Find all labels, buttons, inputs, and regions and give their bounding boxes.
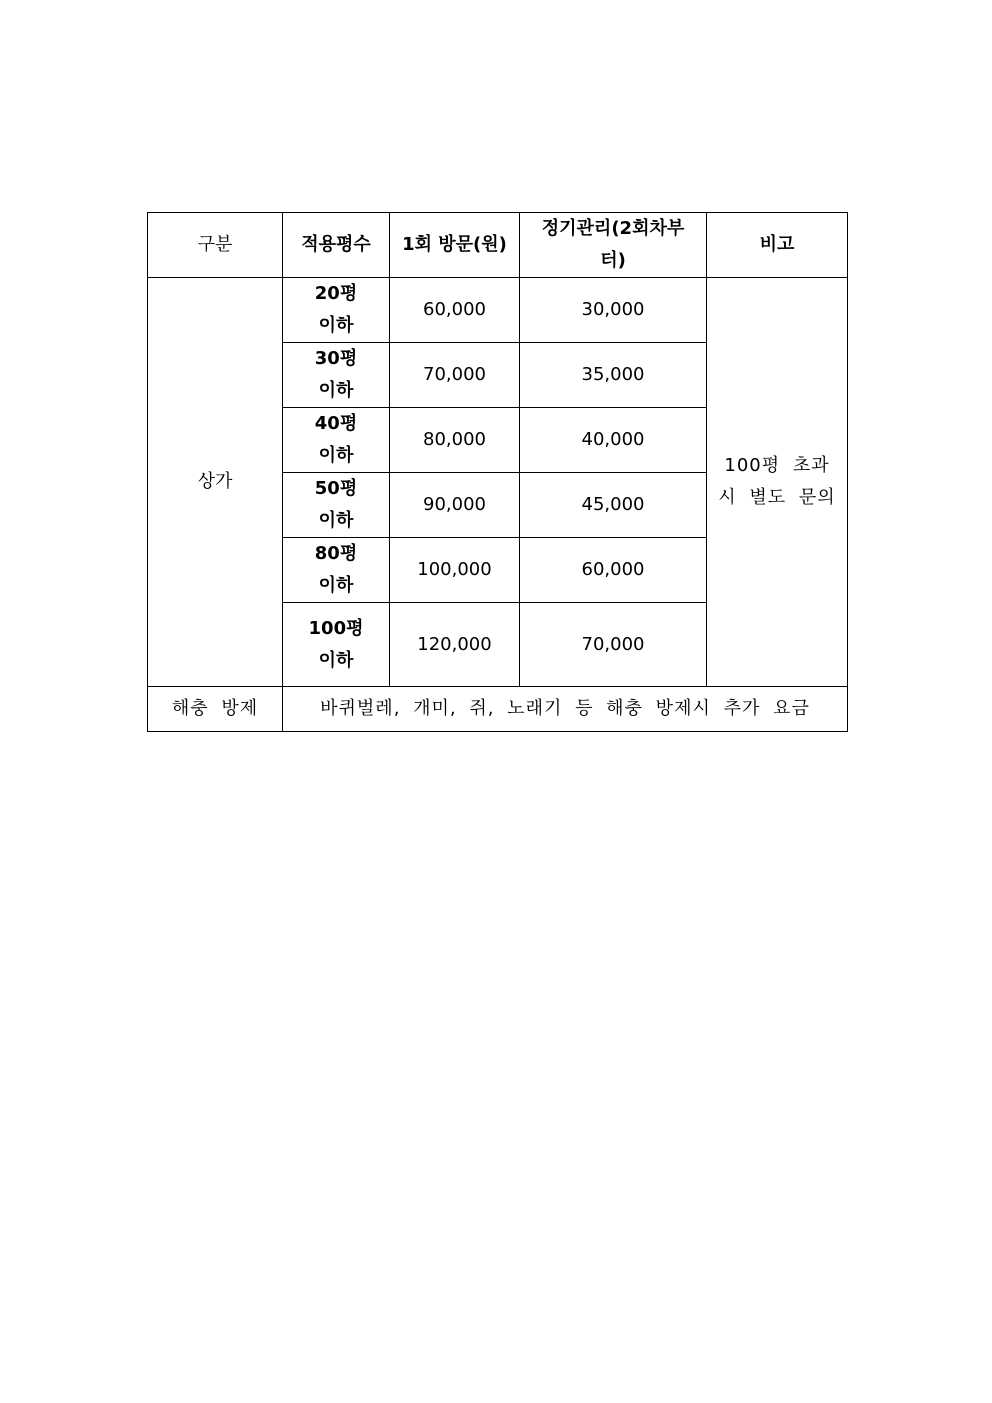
area-line2: 이하 bbox=[318, 575, 354, 596]
area-line2: 이하 bbox=[318, 315, 354, 336]
header-regular-line1: 정기관리(2회차부 bbox=[541, 218, 685, 239]
area-line1: 80평 bbox=[314, 543, 358, 564]
regular-price: 35,000 bbox=[520, 343, 707, 408]
regular-price: 45,000 bbox=[520, 473, 707, 538]
pest-control-text: 바퀴벌레, 개미, 쥐, 노래기 등 해충 방제시 추가 요금 bbox=[283, 687, 848, 732]
regular-price: 60,000 bbox=[520, 538, 707, 603]
table-row bbox=[148, 278, 848, 343]
header-note: 비고 bbox=[707, 213, 848, 278]
note-cell bbox=[707, 278, 848, 687]
pest-control-row bbox=[148, 687, 848, 732]
header-single-visit: 1회 방문(원) bbox=[390, 213, 520, 278]
regular-price: 30,000 bbox=[520, 278, 707, 343]
area-cell bbox=[283, 538, 390, 603]
area-cell bbox=[283, 603, 390, 687]
area-cell bbox=[283, 343, 390, 408]
area-cell bbox=[283, 473, 390, 538]
note-line2: 시 별도 문의 bbox=[718, 487, 836, 508]
header-category: 구분 bbox=[148, 213, 283, 278]
pest-control-label: 해충 방제 bbox=[148, 687, 283, 732]
single-price: 70,000 bbox=[390, 343, 520, 408]
area-line1: 40평 bbox=[314, 413, 358, 434]
area-line1: 50평 bbox=[314, 478, 358, 499]
area-cell bbox=[283, 408, 390, 473]
area-line1: 30평 bbox=[314, 348, 358, 369]
single-price: 60,000 bbox=[390, 278, 520, 343]
area-line1: 20평 bbox=[314, 283, 358, 304]
area-line2: 이하 bbox=[318, 445, 354, 466]
area-line2: 이하 bbox=[318, 510, 354, 531]
note-line1: 100평 초과 bbox=[724, 455, 830, 476]
header-regular bbox=[520, 213, 707, 278]
single-price: 90,000 bbox=[390, 473, 520, 538]
area-cell bbox=[283, 278, 390, 343]
header-area: 적용평수 bbox=[283, 213, 390, 278]
regular-price: 70,000 bbox=[520, 603, 707, 687]
single-price: 120,000 bbox=[390, 603, 520, 687]
area-line1: 100평 bbox=[308, 617, 364, 639]
single-price: 80,000 bbox=[390, 408, 520, 473]
price-table bbox=[147, 212, 848, 732]
single-price: 100,000 bbox=[390, 538, 520, 603]
category-shop: 상가 bbox=[148, 278, 283, 687]
area-line2: 이하 bbox=[318, 649, 354, 671]
header-row bbox=[148, 213, 848, 278]
area-line2: 이하 bbox=[318, 380, 354, 401]
regular-price: 40,000 bbox=[520, 408, 707, 473]
header-regular-line2: 터) bbox=[600, 250, 626, 271]
